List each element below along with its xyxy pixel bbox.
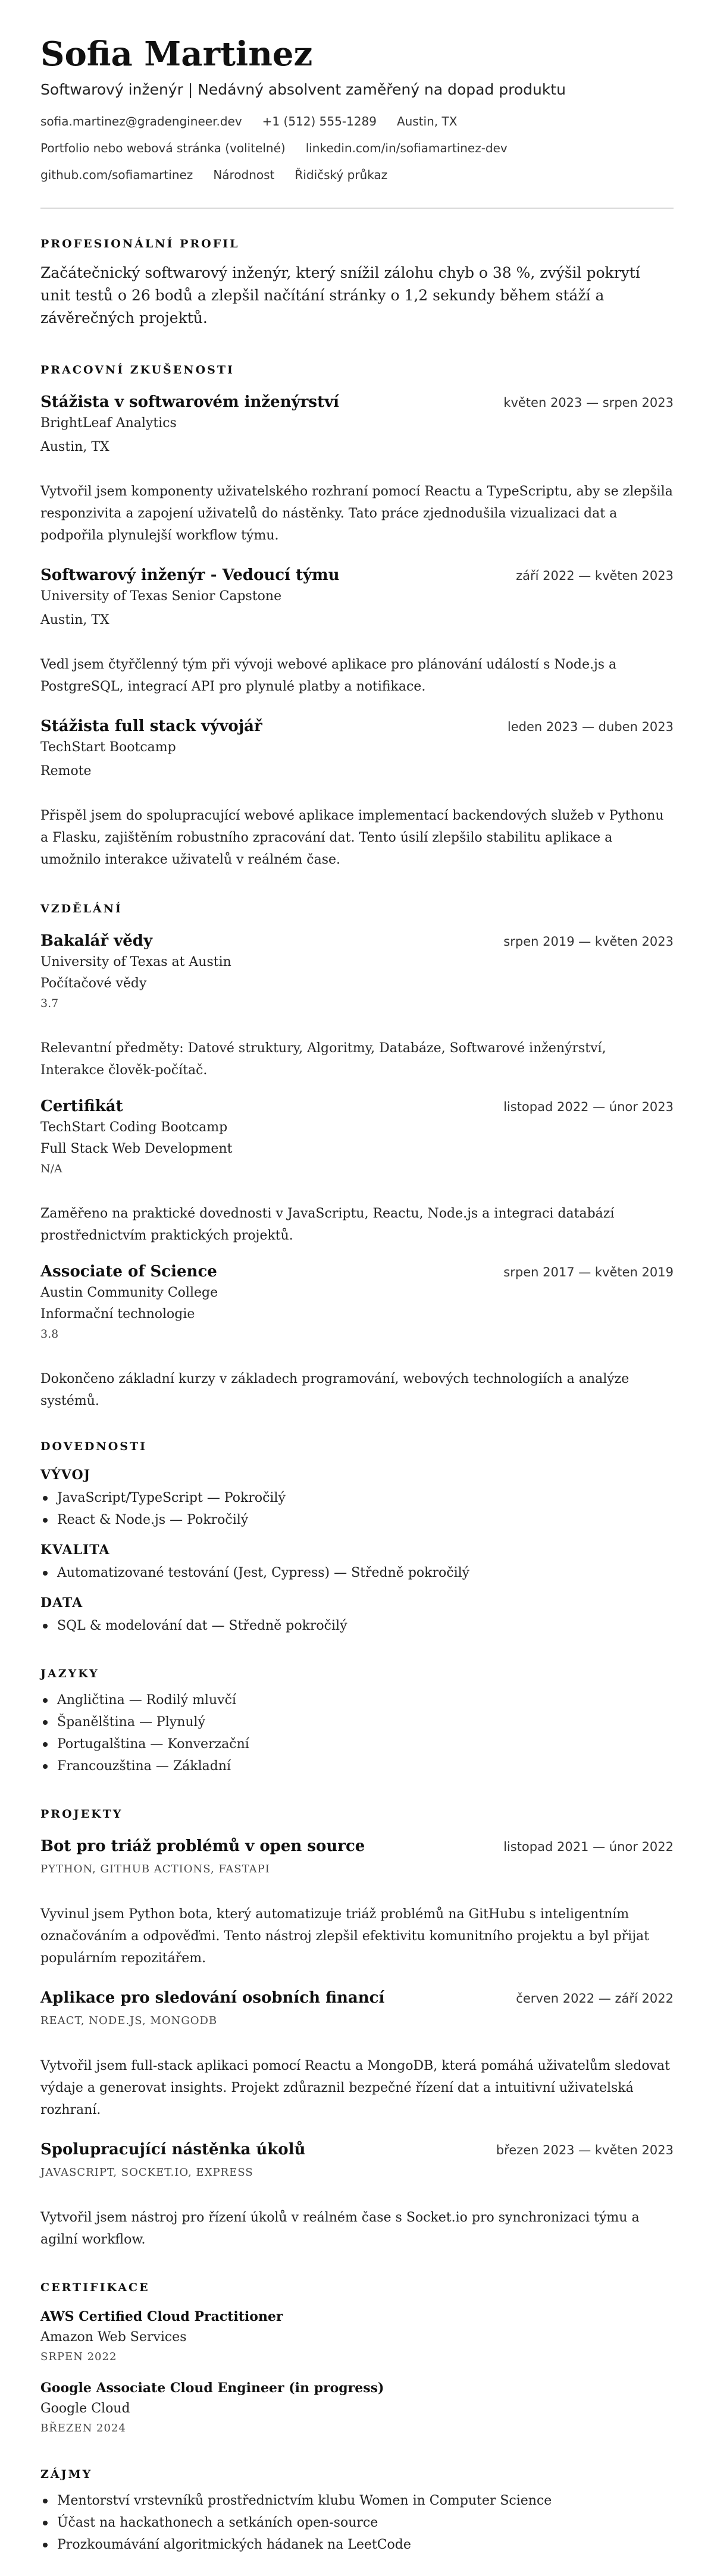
- education-description: Zaměřeno na praktické dovednosti v JavaScriptu, Reactu, Node.js a integraci databází prostřednictvím praktických projektů.: [40, 1206, 615, 1243]
- contact-portfolio[interactable]: Portfolio nebo webová stránka (volitelné): [40, 141, 286, 155]
- language-item: Španělština — Plynulý: [40, 1711, 674, 1733]
- contact-linkedin[interactable]: linkedin.com/in/sofiamartinez-dev: [305, 141, 508, 155]
- education-section: [40, 900, 674, 1412]
- contact-email[interactable]: sofia.martinez@gradengineer.dev: [40, 114, 242, 128]
- skill-group: [40, 1540, 674, 1584]
- contact-row-1: [40, 112, 674, 130]
- summary-text: Začátečnický softwarový inženýr, který snížil zálohu chyb o 38 %, zvýšil pokrytí unit testů o 26 bodů a zlepšil načítání stránky o 1,2 sekundy během stáží a závěrečných projektů.: [40, 264, 640, 327]
- certification-date: BŘEZEN 2024: [40, 2422, 126, 2434]
- education-description: Dokončeno základní kurzy v základech programování, webových technologiích a analýze systémů.: [40, 1372, 630, 1408]
- skill-group: [40, 1593, 674, 1637]
- resume-header: [40, 33, 674, 184]
- language-item: Francouzština — Základní: [40, 1755, 674, 1777]
- job-company: BrightLeaf Analytics: [40, 416, 177, 431]
- interests-section: [40, 2466, 674, 2556]
- job-title: Stážista v softwarovém inženýrství: [40, 393, 340, 411]
- experience-item: [40, 391, 674, 547]
- education-gpa: N/A: [40, 1162, 62, 1175]
- job-description: Vytvořil jsem komponenty uživatelského rozhraní pomocí Reactu a TypeScriptu, aby se zlepšila responzivita a zapojení uživatelů do nástěnky. Tato práce zjednodušila vizualizaci dat a podpořila plynulejší workflow týmu.: [40, 484, 673, 543]
- contact-row-3: [40, 166, 674, 184]
- skill-group-title: VÝVOJ: [40, 1467, 91, 1483]
- project-item: [40, 1835, 674, 1969]
- education-gpa: 3.8: [40, 1328, 59, 1341]
- skill-group-title: DATA: [40, 1595, 83, 1611]
- project-name: Spolupracující nástěnka úkolů: [40, 2141, 306, 2158]
- contact-github[interactable]: github.com/sofiamartinez: [40, 168, 193, 182]
- skill-list: [40, 1487, 674, 1531]
- skills-section: [40, 1438, 674, 1637]
- candidate-name: Sofia Martinez: [40, 34, 313, 74]
- project-item: [40, 2139, 674, 2251]
- project-dates: červen 2022 — září 2022: [516, 1991, 674, 2006]
- language-item: Portugalština — Konverzační: [40, 1733, 674, 1755]
- section-title-projects: PROJEKTY: [40, 1808, 123, 1821]
- contact-drivers-license: Řidičský průkaz: [295, 168, 388, 182]
- job-company: University of Texas Senior Capstone: [40, 589, 282, 604]
- field-of-study: Full Stack Web Development: [40, 1141, 233, 1156]
- school-name: TechStart Coding Bootcamp: [40, 1120, 228, 1135]
- section-title-interests: ZÁJMY: [40, 2468, 93, 2481]
- contact-row-2: [40, 139, 674, 157]
- skill-list: [40, 1615, 674, 1637]
- experience-item: [40, 716, 674, 871]
- project-description: Vytvořil jsem full-stack aplikaci pomocí Reactu a MongoDB, která pomáhá uživatelům sledovat výdaje a generovat insights. Projekt zdůraznil bezpečné řízení dat a intuitivní uživatelská rozhraní.: [40, 2059, 670, 2117]
- language-item: Angličtina — Rodilý mluvčí: [40, 1689, 674, 1711]
- projects-section: [40, 1806, 674, 2251]
- project-name: Aplikace pro sledování osobních financí: [40, 1989, 385, 2007]
- project-description: Vyvinul jsem Python bota, který automatizuje triáž problémů na GitHubu s inteligentním označováním a odpověďmi. Tento nástroj zlepšil efektivitu komunitního projektu a byl přijat populárním repozitářem.: [40, 1907, 649, 1966]
- education-item: [40, 1096, 674, 1247]
- contact-location: Austin, TX: [396, 114, 458, 128]
- project-tech: REACT, NODE.JS, MONGODB: [40, 2015, 218, 2027]
- certification-date: SRPEN 2022: [40, 2351, 117, 2363]
- header-divider: [40, 208, 674, 209]
- certifications-section: [40, 2279, 674, 2437]
- job-title: Softwarový inženýr - Vedoucí týmu: [40, 566, 340, 584]
- education-gpa: 3.7: [40, 997, 59, 1010]
- section-title-summary: PROFESIONÁLNÍ PROFIL: [40, 237, 240, 250]
- project-tech: PYTHON, GITHUB ACTIONS, FASTAPI: [40, 1863, 270, 1875]
- section-title-languages: JAZYKY: [40, 1667, 99, 1680]
- certification-name: Google Associate Cloud Engineer (in progress): [40, 2380, 384, 2396]
- education-description: Relevantní předměty: Datové struktury, Algoritmy, Databáze, Softwarové inženýrství, Interakce člověk-počítač.: [40, 1041, 606, 1078]
- skill-group-title: KVALITA: [40, 1542, 110, 1558]
- language-list: [40, 1689, 674, 1777]
- education-dates: srpen 2017 — květen 2019: [503, 1265, 674, 1279]
- experience-item: [40, 564, 674, 698]
- job-dates: září 2022 — květen 2023: [516, 569, 674, 583]
- certification-issuer: Google Cloud: [40, 2401, 130, 2416]
- project-item: [40, 1987, 674, 2121]
- school-name: University of Texas at Austin: [40, 955, 231, 969]
- contact-phone[interactable]: +1 (512) 555-1289: [262, 114, 377, 128]
- education-dates: listopad 2022 — únor 2023: [503, 1100, 674, 1114]
- education-item: [40, 1261, 674, 1412]
- summary-section: [40, 236, 674, 330]
- section-title-experience: PRACOVNÍ ZKUŠENOSTI: [40, 363, 234, 376]
- certification-item: [40, 2378, 674, 2437]
- project-dates: březen 2023 — květen 2023: [496, 2143, 674, 2157]
- project-dates: listopad 2021 — únor 2022: [503, 1840, 674, 1854]
- education-dates: srpen 2019 — květen 2023: [503, 934, 674, 949]
- job-location: Austin, TX: [40, 440, 109, 454]
- section-title-certifications: CERTIFIKACE: [40, 2281, 150, 2294]
- degree-title: Certifikát: [40, 1097, 123, 1115]
- experience-section: [40, 362, 674, 871]
- job-title: Stážista full stack vývojář: [40, 717, 262, 735]
- education-item: [40, 930, 674, 1081]
- languages-section: [40, 1665, 674, 1777]
- project-name: Bot pro triáž problémů v open source: [40, 1837, 365, 1855]
- skill-item: Automatizované testování (Jest, Cypress) — Středně pokročilý: [40, 1562, 674, 1584]
- skill-item: JavaScript/TypeScript — Pokročilý: [40, 1487, 674, 1509]
- skill-group: [40, 1466, 674, 1531]
- interest-item: Účast na hackathonech a setkáních open-source: [40, 2512, 674, 2534]
- job-location: Austin, TX: [40, 613, 109, 627]
- candidate-headline: Softwarový inženýr | Nedávný absolvent zaměřený na dopad produktu: [40, 81, 566, 98]
- certification-issuer: Amazon Web Services: [40, 2330, 187, 2345]
- section-title-education: VZDĚLÁNÍ: [40, 902, 123, 915]
- interest-item: Mentorství vrstevníků prostřednictvím klubu Women in Computer Science: [40, 2490, 674, 2512]
- skill-item: SQL & modelování dat — Středně pokročilý: [40, 1615, 674, 1637]
- project-tech: JAVASCRIPT, SOCKET.IO, EXPRESS: [40, 2166, 253, 2179]
- section-title-skills: DOVEDNOSTI: [40, 1440, 148, 1453]
- field-of-study: Počítačové vědy: [40, 976, 147, 991]
- job-dates: květen 2023 — srpen 2023: [503, 396, 674, 410]
- skill-item: React & Node.js — Pokročilý: [40, 1509, 674, 1531]
- interest-list: [40, 2490, 674, 2556]
- skill-list: [40, 1562, 674, 1584]
- job-description: Přispěl jsem do spolupracující webové aplikace implementací backendových služeb v Pythonu a Flasku, zajištěním robustního zpracování dat. Tento úsilí zlepšilo stabilitu aplikace a umožnilo interakce uživatelů v reálném čase.: [40, 808, 664, 867]
- degree-title: Bakalář vědy: [40, 932, 153, 950]
- field-of-study: Informační technologie: [40, 1307, 195, 1322]
- certification-item: [40, 2307, 674, 2366]
- job-dates: leden 2023 — duben 2023: [507, 720, 674, 734]
- school-name: Austin Community College: [40, 1285, 218, 1300]
- job-location: Remote: [40, 764, 92, 779]
- job-company: TechStart Bootcamp: [40, 740, 176, 755]
- degree-title: Associate of Science: [40, 1263, 217, 1281]
- contact-nationality: Národnost: [213, 168, 275, 182]
- project-description: Vytvořil jsem nástroj pro řízení úkolů v reálném čase s Socket.io pro synchronizaci týmu a agilní workflow.: [40, 2210, 640, 2247]
- interest-item: Prozkoumávání algoritmických hádanek na LeetCode: [40, 2534, 674, 2556]
- job-description: Vedl jsem čtyřčlenný tým při vývoji webové aplikace pro plánování událostí s Node.js a PostgreSQL, integrací API pro plynulé platby a notifikace.: [40, 657, 617, 694]
- certification-name: AWS Certified Cloud Practitioner: [40, 2309, 283, 2324]
